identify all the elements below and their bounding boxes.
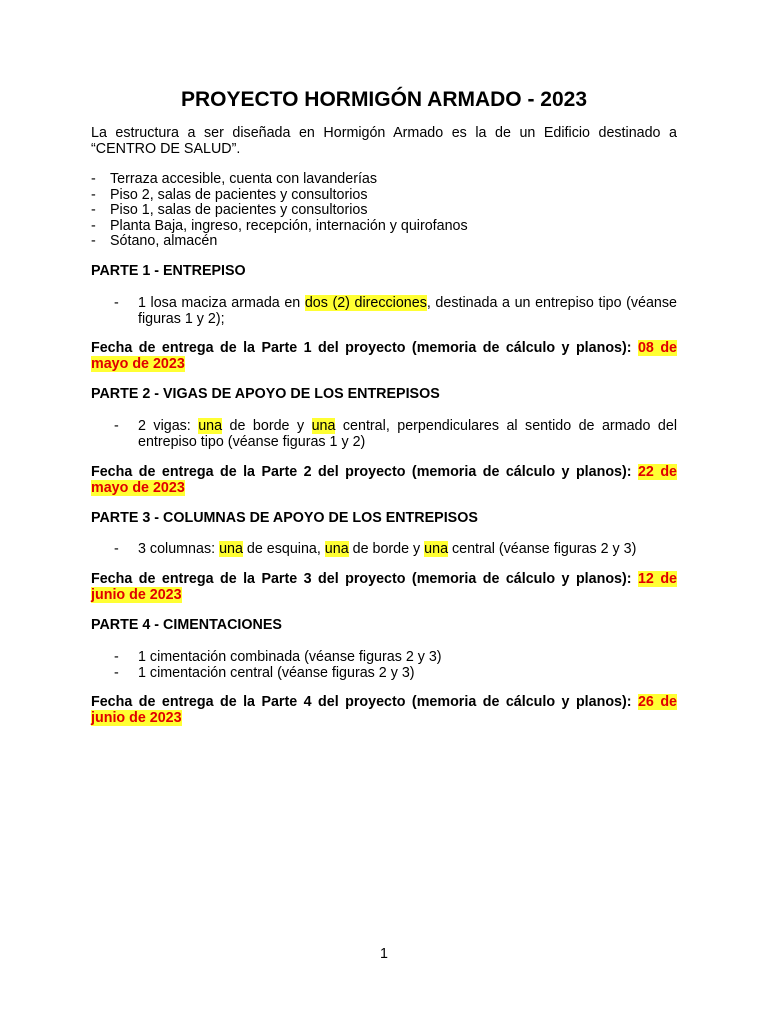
due-date: 08 de mayo de 2023 [91, 340, 678, 372]
intro-paragraph [91, 126, 677, 157]
part-4-item-text: 1 cimentación combinada (véanse figuras 2 y 3) [138, 649, 442, 665]
floor-text: Piso 1, salas de pacientes y consultorios [110, 202, 368, 218]
list-dash: - [91, 233, 96, 249]
list-dash: - [114, 649, 119, 665]
due-label: Fecha de entrega de la Parte 1 del proyecto (memoria de cálculo y planos): [91, 340, 638, 356]
document-title: PROYECTO HORMIGÓN ARMADO - 2023 [180, 88, 588, 111]
part-3-item-text [138, 542, 677, 558]
item-text: de borde y [348, 541, 425, 557]
highlighted-text: una [219, 541, 243, 557]
floor-text: Planta Baja, ingreso, recepción, internación y quirofanos [110, 217, 468, 234]
part-3-due [91, 572, 677, 603]
part-4-item-text: 1 cimentación central (véanse figuras 2 y 3) [138, 664, 415, 681]
due-label: Fecha de entrega de la Parte 3 del proyecto (memoria de cálculo y planos): [91, 571, 638, 587]
part-2-due [91, 465, 677, 496]
item-text: 3 columnas: [138, 541, 220, 557]
list-dash: - [91, 171, 96, 187]
list-dash: - [114, 664, 119, 681]
list-dash: - [114, 541, 119, 557]
part-2-heading: PARTE 2 - VIGAS DE APOYO DE LOS ENTREPISOS [91, 386, 440, 402]
intro-line-1: La estructura a ser diseñada en Hormigón Armado es la de un Edificio destinado a [91, 125, 677, 141]
part-1-item-text [138, 296, 677, 327]
highlighted-text: una [311, 418, 336, 434]
part-1-heading: PARTE 1 - ENTREPISO [91, 263, 246, 279]
list-dash: - [114, 295, 119, 311]
item-text: central, perpendiculares al sentido de armado del entrepiso tipo (véanse figuras 1 y 2) [138, 418, 677, 450]
highlighted-text: una [324, 541, 349, 557]
item-text: 2 vigas: [138, 418, 199, 434]
part-1-due [91, 341, 677, 372]
item-text: , destinada a un entrepiso tipo (véanse figuras 1 y 2); [138, 295, 677, 327]
item-text: central (véanse figuras 2 y 3) [448, 541, 637, 557]
highlighted-text: una [424, 541, 449, 557]
highlighted-text: dos (2) direcciones [304, 295, 427, 311]
due-date: 26 de junio de 2023 [91, 694, 678, 726]
floor-text: Piso 2, salas de pacientes y consultorios [110, 186, 368, 203]
item-text: 1 losa maciza armada en [138, 295, 305, 311]
part-2-item-text [138, 419, 677, 450]
due-date: 12 de junio de 2023 [91, 571, 678, 603]
part-4-due [91, 695, 677, 726]
list-dash: - [91, 217, 96, 234]
part-3-heading: PARTE 3 - COLUMNAS DE APOYO DE LOS ENTREPISOS [91, 510, 478, 526]
list-dash: - [114, 418, 119, 434]
list-dash: - [91, 186, 96, 203]
highlighted-text: una [198, 418, 223, 434]
floor-text: Terraza accesible, cuenta con lavanderías [110, 171, 378, 187]
floor-text: Sótano, almacén [110, 233, 218, 249]
due-date: 22 de mayo de 2023 [91, 464, 678, 496]
intro-line-2: “CENTRO DE SALUD”. [91, 140, 241, 157]
due-label: Fecha de entrega de la Parte 4 del proyecto (memoria de cálculo y planos): [91, 694, 638, 710]
item-text: de borde y [222, 418, 312, 434]
page-number: 1 [380, 946, 388, 962]
item-text: de esquina, [242, 541, 325, 557]
list-dash: - [91, 202, 96, 218]
part-4-heading: PARTE 4 - CIMENTACIONES [91, 617, 282, 633]
due-label: Fecha de entrega de la Parte 2 del proyecto (memoria de cálculo y planos): [91, 464, 638, 480]
